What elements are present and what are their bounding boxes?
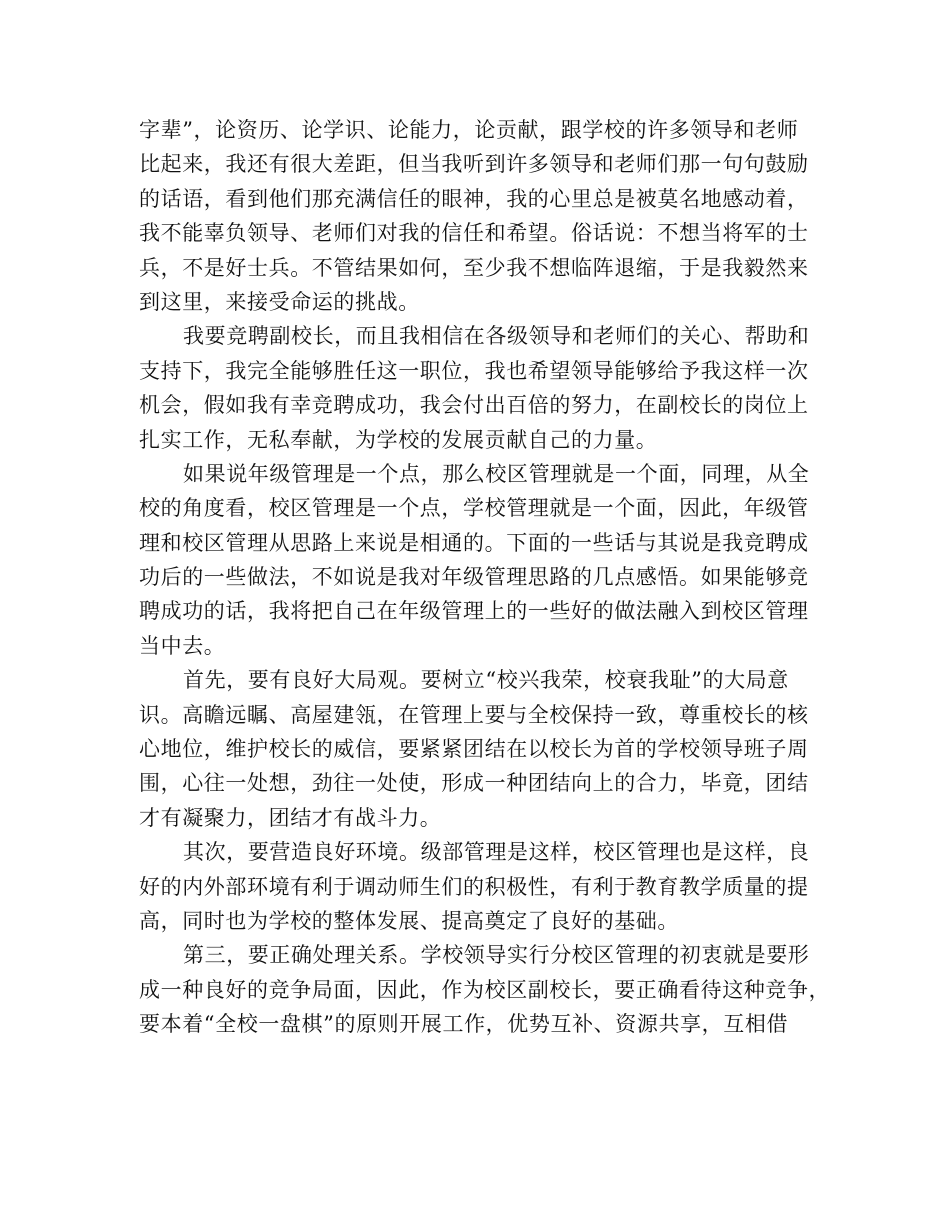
text-line: 如果说年级管理是一个点，那么校区管理就是一个面，同理，从全	[183, 461, 810, 486]
text-line: 到这里，来接受命运的挑战。	[139, 289, 420, 314]
paragraph-motivation	[139, 113, 819, 319]
text-line: 我不能辜负领导、老师们对我的信任和希望。俗话说：不想当将军的士	[139, 221, 809, 246]
text-line: 首先，要有良好大局观。要树立“校兴我荣，校衰我耻”的大局意	[183, 668, 789, 693]
document-page	[139, 113, 831, 1042]
text-line: 高，同时也为学校的整体发展、提高奠定了良好的基础。	[139, 908, 679, 933]
paragraph-management	[139, 457, 819, 663]
text-line: 功后的一些做法，不如说是我对年级管理思路的几点感悟。如果能够竞	[139, 565, 809, 590]
paragraph-second	[139, 835, 819, 938]
text-line: 围，心往一处想，劲往一处使，形成一种团结向上的合力，毕竟，团结	[139, 771, 809, 796]
text-line: 扎实工作，无私奉献，为学校的发展贡献自己的力量。	[139, 427, 658, 452]
text-line: 好的内外部环境有利于调动师生们的积极性，有利于教育教学质量的提	[139, 874, 809, 899]
text-line: 理和校区管理从思路上来说是相通的。下面的一些话与其说是我竞聘成	[139, 530, 809, 555]
text-line: 兵，不是好士兵。不管结果如何，至少我不想临阵退缩，于是我毅然来	[139, 255, 809, 280]
text-line: 聘成功的话，我将把自己在年级管理上的一些好的做法融入到校区管理	[139, 599, 809, 624]
text-line: 要本着“全校一盘棋”的原则开展工作，优势互补、资源共享，互相借	[139, 1012, 789, 1037]
text-line: 心地位，维护校长的威信，要紧紧团结在以校长为首的学校领导班子周	[139, 737, 809, 762]
text-line: 成一种良好的竞争局面，因此，作为校区副校长，要正确看待这种竞争，	[139, 977, 831, 1002]
text-line: 才有凝聚力，团结才有战斗力。	[139, 805, 442, 830]
text-line: 机会，假如我有幸竞聘成功，我会付出百倍的努力，在副校长的岗位上	[139, 393, 809, 418]
text-line: 校的角度看，校区管理是一个点，学校管理就是一个面，因此，年级管	[139, 496, 809, 521]
paragraph-third	[139, 938, 831, 1041]
text-line: 的话语，看到他们那充满信任的眼神，我的心里总是被莫名地感动着，	[139, 186, 809, 211]
paragraph-first	[139, 663, 819, 835]
text-line: 识。高瞻远瞩、高屋建瓴，在管理上要与全校保持一致，尊重校长的核	[139, 702, 809, 727]
text-line: 第三，要正确处理关系。学校领导实行分校区管理的初衷就是要形	[183, 943, 810, 968]
text-line: 比起来，我还有很大差距，但当我听到许多领导和老师们那一句句鼓励	[139, 152, 809, 177]
text-line: 当中去。	[139, 633, 226, 658]
text-line: 其次，要营造良好环境。级部管理是这样，校区管理也是这样，良	[183, 840, 810, 865]
text-line: 字辈”，论资历、论学识、论能力，论贡献，跟学校的许多领导和老师	[139, 118, 799, 142]
paragraph-position	[139, 319, 819, 457]
text-line: 我要竞聘副校长，而且我相信在各级领导和老师们的关心、帮助和	[183, 324, 810, 349]
text-line: 支持下，我完全能够胜任这一职位，我也希望领导能够给予我这样一次	[139, 358, 809, 383]
